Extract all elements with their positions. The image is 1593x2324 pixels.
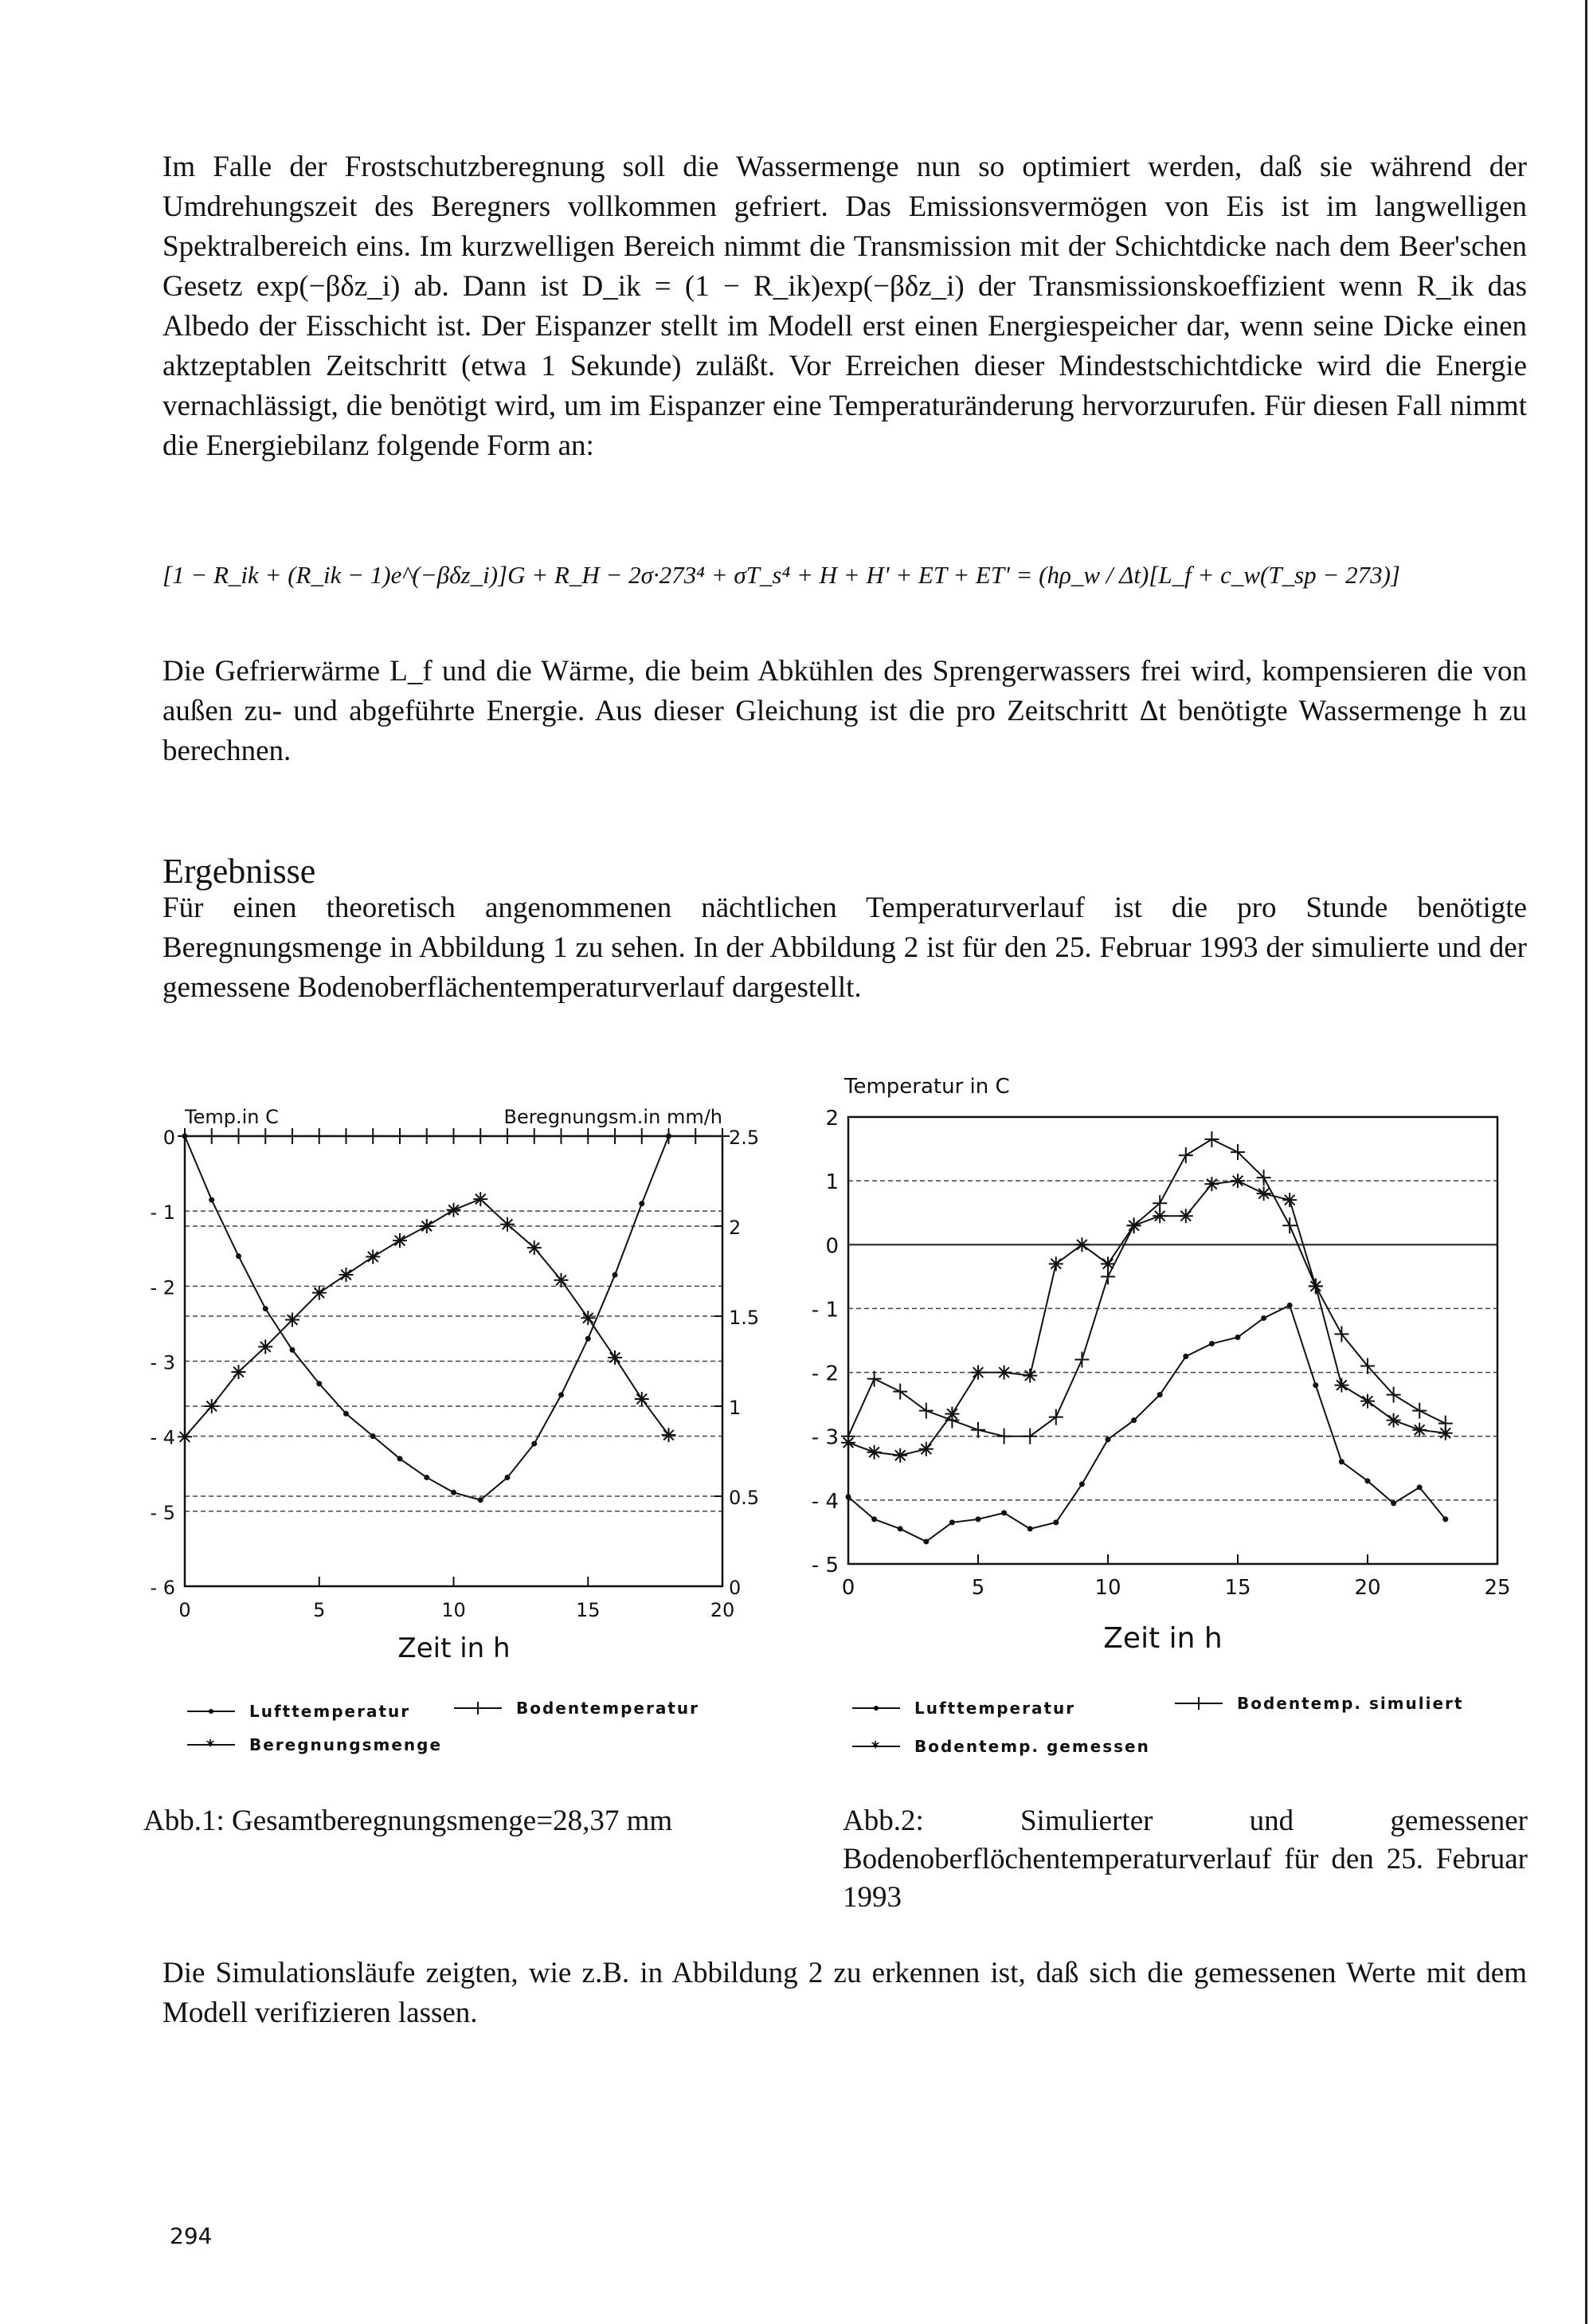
dot-marker — [1417, 1484, 1423, 1490]
legend-star-line-icon — [187, 1737, 235, 1753]
dot-marker — [1106, 1436, 1111, 1442]
plus-marker — [393, 1128, 407, 1144]
plus-marker — [662, 1128, 676, 1144]
dot-marker — [209, 1197, 214, 1203]
star-marker — [919, 1442, 933, 1456]
plus-marker — [312, 1128, 327, 1144]
plus-marker — [997, 1428, 1012, 1444]
paragraph-simulationslaeufe: Die Simulationsläufe zeigten, wie z.B. in Abbildung 2 zu erkennen ist, daß sich die gemessenen Werte mit dem Modell verifizieren lassen. — [162, 1957, 1527, 2029]
dot-marker — [1365, 1478, 1371, 1483]
y-tick-label: - 4 — [811, 1489, 839, 1514]
star-marker — [393, 1233, 407, 1248]
plus-marker — [339, 1128, 354, 1144]
legend-plus-line-icon — [1175, 1695, 1223, 1711]
star-marker — [285, 1313, 299, 1327]
dot-marker — [976, 1516, 981, 1522]
star-marker — [1334, 1378, 1348, 1393]
star-marker — [473, 1192, 487, 1206]
x-tick-label: 5 — [313, 1599, 326, 1621]
plus-marker — [473, 1128, 487, 1144]
dot-marker — [1157, 1392, 1163, 1397]
plus-marker — [178, 1128, 192, 1144]
dot-marker — [1001, 1510, 1007, 1515]
x-tick-label: 10 — [1094, 1576, 1121, 1600]
legend-item-lufttemperatur — [187, 1702, 410, 1721]
y-axis-label: Temperatur in C — [844, 1075, 1010, 1099]
x-tick-label: 0 — [178, 1599, 191, 1621]
y-tick-label: - 4 — [150, 1426, 175, 1449]
dot-marker — [1183, 1354, 1188, 1359]
star-marker — [1074, 1237, 1089, 1252]
y-tick-label: 2 — [825, 1107, 839, 1131]
plus-marker — [688, 1128, 703, 1144]
star-marker — [1049, 1256, 1063, 1271]
plus-marker — [1023, 1428, 1037, 1444]
paragraph-gefrierwaerme: Die Gefrierwärme L_f und die Wärme, die beim Abkühlen des Sprengerwassers frei wird, kompensieren die von außen zu- und abgeführte Energie. Aus dieser Gleichung ist die pro Zeitschritt Δt benötigte Wassermenge h zu berechnen. — [162, 655, 1527, 767]
plus-marker — [1101, 1268, 1115, 1284]
x-tick-label: 20 — [1354, 1576, 1381, 1600]
dot-marker — [1287, 1303, 1293, 1308]
star-marker — [893, 1448, 907, 1463]
plus-marker — [527, 1128, 542, 1144]
star-marker — [500, 1217, 515, 1232]
y-tick-label: - 5 — [150, 1501, 175, 1524]
dot-marker — [923, 1538, 929, 1544]
star-marker — [867, 1445, 882, 1460]
page-number: 294 — [170, 2223, 213, 2249]
star-marker — [662, 1428, 676, 1442]
dot-marker — [1339, 1459, 1344, 1464]
plus-marker — [971, 1422, 985, 1438]
star-marker — [527, 1240, 542, 1255]
y-tick-label: 0 — [825, 1234, 839, 1259]
star-marker — [258, 1339, 272, 1354]
star-marker — [1101, 1256, 1115, 1271]
y2-tick-label: 2.5 — [729, 1127, 760, 1149]
star-marker — [1282, 1193, 1297, 1207]
plus-marker — [232, 1128, 246, 1144]
y-tick-label: - 6 — [150, 1577, 175, 1599]
dot-marker — [397, 1456, 403, 1461]
plus-marker — [1074, 1352, 1089, 1368]
star-marker — [1204, 1177, 1219, 1191]
svg-text:*: * — [871, 1738, 882, 1754]
chart-abb1 — [119, 1091, 796, 1673]
legend-item-lufttemperatur-2 — [852, 1699, 1075, 1718]
dot-marker — [263, 1306, 268, 1311]
star-marker — [1153, 1209, 1167, 1223]
legend-label: Lufttemperatur — [249, 1702, 411, 1721]
star-marker — [581, 1311, 595, 1325]
dot-marker — [585, 1336, 591, 1342]
x-tick-label: 10 — [441, 1599, 466, 1621]
dot-marker — [236, 1253, 241, 1259]
dot-marker — [1391, 1500, 1396, 1506]
x-tick-label: 20 — [710, 1599, 735, 1621]
star-marker — [1023, 1369, 1037, 1383]
dot-marker — [1442, 1516, 1448, 1522]
plot-frame — [848, 1117, 1497, 1564]
y-tick-label: - 2 — [150, 1276, 175, 1299]
legend-label: Beregnungsmenge — [249, 1735, 443, 1754]
x-tick-label: 15 — [1224, 1576, 1251, 1600]
paragraph-frostschutz: Im Falle der Frostschutzberegnung soll die Wassermenge nun so optimiert werden, daß sie während der Umdrehungszeit des Beregners vollkommen gefriert. Das Emissionsvermögen von Eis ist im langwelligen Spektralbereich eins. Im kurzwelligen Bereich nimmt die Transmission mit der Schichtdicke nach dem Beer'schen Gesetz exp(−βδz_i) ab. Dann ist D_ik = (1 − R_ik)exp(−βδz_i) der Transmissionskoeffizient wenn R_ik das Albedo der Eisschicht ist. Der Eispanzer stellt im Modell erst einen Energiespeicher dar, wenn seine Dicke einen aktzeptablen Zeitschritt (etwa 1 Sekunde) zuläßt. Vor Erreichen dieser Mindestschichtdicke wird die Energie vernachlässigt, die benötigt wird, um im Eispanzer eine Temperaturänderung hervorzurufen. Für diesen Fall nimmt die Energiebilanz folgende Form an: — [162, 151, 1527, 462]
dot-marker — [1053, 1519, 1059, 1525]
star-marker — [608, 1350, 622, 1365]
y2-tick-label: 0 — [729, 1577, 742, 1599]
dot-marker — [1027, 1526, 1033, 1531]
dot-marker — [639, 1201, 644, 1206]
dot-marker — [949, 1519, 955, 1525]
dot-marker — [846, 1494, 851, 1499]
x-axis-label: Zeit in h — [397, 1632, 511, 1664]
legend-label: Bodentemperatur — [516, 1699, 699, 1718]
x-tick-label: 5 — [971, 1576, 985, 1600]
plus-marker — [608, 1128, 622, 1144]
plus-marker — [581, 1128, 595, 1144]
dot-marker — [478, 1497, 483, 1503]
legend-dot-line-icon — [187, 1703, 235, 1719]
dot-marker — [558, 1392, 564, 1397]
plus-marker — [420, 1128, 434, 1144]
plus-marker — [205, 1128, 219, 1144]
dot-marker — [370, 1433, 376, 1439]
dot-marker — [1313, 1382, 1318, 1388]
paragraph-ergebnisse: Für einen theoretisch angenommenen nächtlichen Temperaturverlauf ist die pro Stunde benötigte Beregnungsmenge in Abbildung 1 zu sehen. In der Abbildung 2 ist für den 25. Februar 1993 der simulierte und der gemessene Bodenoberflächentemperaturverlauf dargestellt. — [162, 892, 1527, 1004]
plus-marker — [285, 1128, 299, 1144]
dot-marker — [424, 1475, 429, 1480]
legend-star-line-icon — [852, 1738, 900, 1754]
plus-marker — [635, 1128, 649, 1144]
star-marker — [1257, 1186, 1271, 1201]
y-tick-label: - 1 — [811, 1298, 839, 1323]
y-axis-label-right: Beregnungsm.in mm/h — [503, 1106, 722, 1128]
star-marker — [366, 1249, 380, 1264]
section-heading: Ergebnisse — [162, 852, 316, 891]
star-marker — [1360, 1394, 1375, 1409]
dot-marker — [1209, 1341, 1215, 1346]
x-axis-label: Zeit in h — [1103, 1622, 1223, 1655]
legend-item-bodentemperatur — [454, 1699, 699, 1718]
y-tick-label: - 2 — [811, 1362, 839, 1386]
plus-marker — [1049, 1409, 1063, 1425]
star-marker — [1231, 1174, 1245, 1188]
plus-marker — [554, 1128, 569, 1144]
plus-marker — [1282, 1217, 1297, 1233]
y-tick-label: - 1 — [150, 1201, 175, 1225]
star-marker — [232, 1365, 246, 1379]
y-tick-label: - 3 — [150, 1351, 175, 1374]
dot-marker — [451, 1490, 456, 1495]
dot-marker — [290, 1347, 296, 1353]
plus-marker — [867, 1371, 882, 1387]
plus-marker — [1179, 1147, 1193, 1163]
star-marker — [1309, 1279, 1323, 1293]
y2-tick-label: 2 — [729, 1217, 742, 1239]
energy-balance-equation: [1 − R_ik + (R_ik − 1)e^(−βδz_i)]G + R_H − 2σ·273⁴ + σT_s⁴ + H + H' + ET + ET' = (hρ_w / Δt)[L_f + c_w(T_sp − 273)] — [162, 561, 1400, 589]
star-marker — [945, 1407, 959, 1421]
star-marker — [312, 1286, 327, 1300]
star-marker — [1438, 1426, 1453, 1440]
y-tick-label: 0 — [162, 1127, 175, 1149]
legend-item-beregnungsmenge — [187, 1735, 442, 1754]
y-axis-label-left: Temp.in C — [185, 1106, 279, 1128]
star-marker — [339, 1268, 354, 1282]
plus-marker — [1412, 1403, 1427, 1419]
star-marker — [1179, 1209, 1193, 1223]
star-marker — [554, 1273, 569, 1287]
star-marker — [205, 1399, 219, 1413]
star-marker — [997, 1366, 1012, 1380]
legend-item-bodentemp-gemessen — [852, 1737, 1150, 1756]
plus-marker — [447, 1128, 461, 1144]
caption-abb2: Abb.2: Simulierter und gemessener Bodenoberflöchentemperaturverlauf für den 25. Februar 1993 — [843, 1805, 1528, 1914]
star-marker — [447, 1203, 461, 1217]
y-tick-label: - 3 — [811, 1425, 839, 1450]
star-marker — [1387, 1413, 1401, 1428]
plus-marker — [919, 1403, 933, 1419]
legend-item-bodentemp-simuliert — [1175, 1694, 1463, 1713]
star-marker — [1127, 1218, 1141, 1233]
dot-marker — [316, 1381, 322, 1386]
dot-marker — [1235, 1334, 1241, 1340]
plus-marker — [1204, 1131, 1219, 1147]
legend-dot-line-icon — [852, 1700, 900, 1716]
caption-abb1: Abb.1: Gesamtberegnungsmenge=28,37 mm — [143, 1805, 673, 1837]
svg-text:*: * — [205, 1737, 217, 1753]
chart-abb2 — [789, 1068, 1537, 1657]
plus-marker — [366, 1128, 380, 1144]
plus-marker — [893, 1384, 907, 1400]
plus-marker — [258, 1128, 272, 1144]
plus-marker — [500, 1128, 515, 1144]
plus-marker — [1153, 1195, 1167, 1211]
star-marker — [635, 1392, 649, 1406]
x-tick-label: 15 — [575, 1599, 601, 1621]
dot-marker — [898, 1526, 903, 1531]
x-tick-label: 0 — [841, 1576, 855, 1600]
y2-tick-label: 0.5 — [729, 1487, 760, 1509]
page-edge-line — [1585, 0, 1587, 2324]
dot-marker — [505, 1475, 511, 1480]
y-tick-label: 1 — [825, 1170, 839, 1195]
plus-marker — [715, 1128, 730, 1144]
legend-label: Bodentemp. simuliert — [1237, 1694, 1464, 1713]
star-marker — [178, 1429, 192, 1444]
star-marker — [1412, 1423, 1427, 1437]
legend-label: Bodentemp. gemessen — [914, 1737, 1150, 1756]
dot-marker — [871, 1516, 877, 1522]
dot-marker — [613, 1272, 618, 1278]
series-line-lufttemperatur — [848, 1305, 1446, 1542]
legend-label: Lufttemperatur — [914, 1699, 1076, 1718]
y2-tick-label: 1.5 — [729, 1307, 760, 1329]
star-marker — [420, 1219, 434, 1233]
dot-marker — [343, 1411, 349, 1417]
y-tick-label: - 5 — [811, 1554, 839, 1577]
dot-marker — [1079, 1481, 1085, 1487]
star-marker — [971, 1366, 985, 1380]
dot-marker — [1261, 1315, 1266, 1321]
dot-marker — [531, 1441, 537, 1447]
series-line-lufttemperatur — [185, 1136, 669, 1500]
y2-tick-label: 1 — [729, 1397, 742, 1419]
x-tick-label: 25 — [1484, 1576, 1511, 1600]
legend-plus-line-icon — [454, 1700, 502, 1716]
star-marker — [841, 1436, 855, 1450]
series-line-bodentemp-simuliert — [848, 1139, 1446, 1436]
dot-marker — [1131, 1417, 1137, 1423]
